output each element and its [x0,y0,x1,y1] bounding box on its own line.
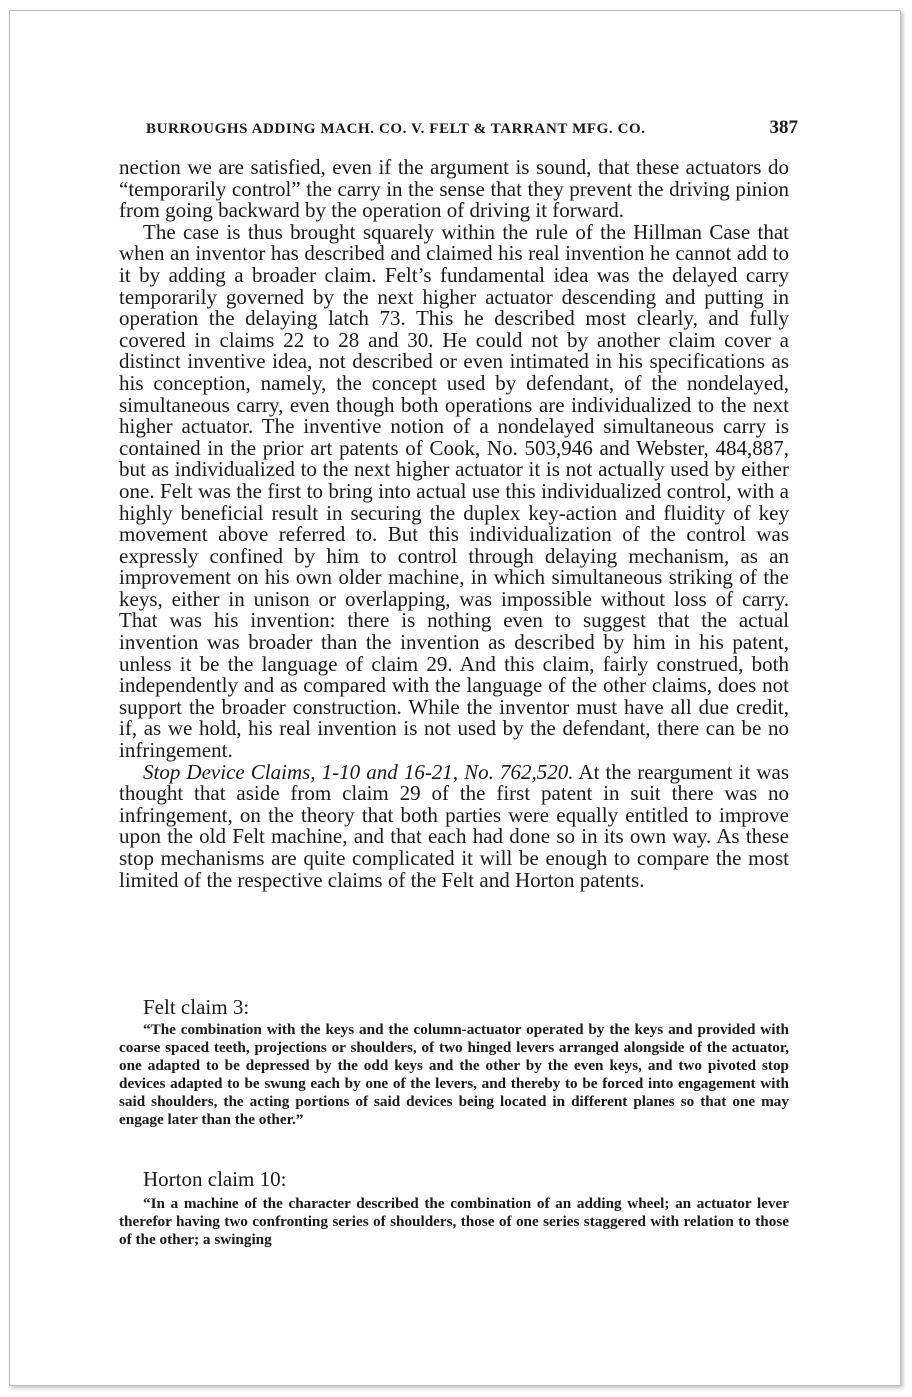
horton-claim-quote: “In a machine of the character described the combination of an adding wheel; an actuator lever therefor having two confronting series of shoulders, those of one series staggered with relation to those of the other; a swinging [119,1195,789,1248]
paragraph-continuation: nection we are satisfied, even if the argument is sound, that these actuators do “temporarily control” the carry in the sense that they prevent the driving pinion from going backward by the operation of driving it forward. [119,155,789,223]
running-head: BURROUGHS ADDING MACH. CO. V. FELT & TARRANT MFG. CO. [146,121,646,137]
body-text [119,157,789,891]
felt-claim-quote: “The combination with the keys and the column-actuator operated by the keys and provided with coarse spaced teeth, projections or shoulders, of two hinged levers arranged alongside of the actuator, one adapted to be depressed by the odd keys and the other by the even keys, and two pivoted stop devices adapted to be swung each by one of the levers, and thereby to be forced into engagement with said shoulders, the acting portions of said devices being located in different planes so that one may engage later than the other.” [119,1021,789,1128]
page-number: 387 [769,117,798,138]
stop-device-italic-lead: Stop Device Claims, 1-10 and 16-21, No. 762,520. [143,759,574,784]
paragraph-stop-device [119,759,790,892]
horton-claim-heading: Horton claim 10: [143,1167,287,1191]
felt-claim-heading: Felt claim 3: [143,995,250,1019]
paragraph-hillman-case: The case is thus brought squarely within the rule of the Hillman Case that when an inventor has described and claimed his real invention he cannot add to it by adding a broader claim. Felt’s fundamental idea was the delayed carry temporarily governed by the next higher actuator descending and putting in operation the delaying latch 73. This he described most clearly, and fully covered in claims 22 to 28 and 30. He could not by another claim cover a distinct inventive idea, not described or even intimated in his specifications as his conception, namely, the concept used by defendant, of the nondelayed, simultaneous carry, even though both operations are individualized to the next higher actuator. The inventive notion of a nondelayed simultaneous carry is contained in the prior art patents of Cook, No. 503,946 and Webster, 484,887, but as individualized to the next higher actuator it is not actually used by either one. Felt was the first to bring into actual use this individualized control, with a highly beneficial result in securing the duplex key-action and fluidity of key movement above referred to. But this individualization of the control was expressly confined by him to control through delaying mechanism, as an improvement on his own older machine, in which simultaneous striking of the keys, either in unison or overlapping, was impossible without loss of carry. That was his invention: there is nothing even to suggest that the actual invention was broader than the invention as described by him in his patent, unless it be the language of claim 29. And this claim, fairly construed, both independently and as compared with the language of the other claims, does not support the broader construction. While the inventor must have all due credit, if, as we hold, his real invention is not used by the defendant, there can be no infringement. [119,219,789,763]
page-header [146,117,798,143]
stop-device-text: At the reargument it was thought that aside from claim 29 of the first patent in suit there was no infringement, on the theory that both parties were equally entitled to improve upon the old Felt machine, and that each had done so in its own way. As these stop mechanisms are quite complicated it will be enough to compare the most limited of the respective claims of the Felt and Horton patents. [119,759,790,892]
